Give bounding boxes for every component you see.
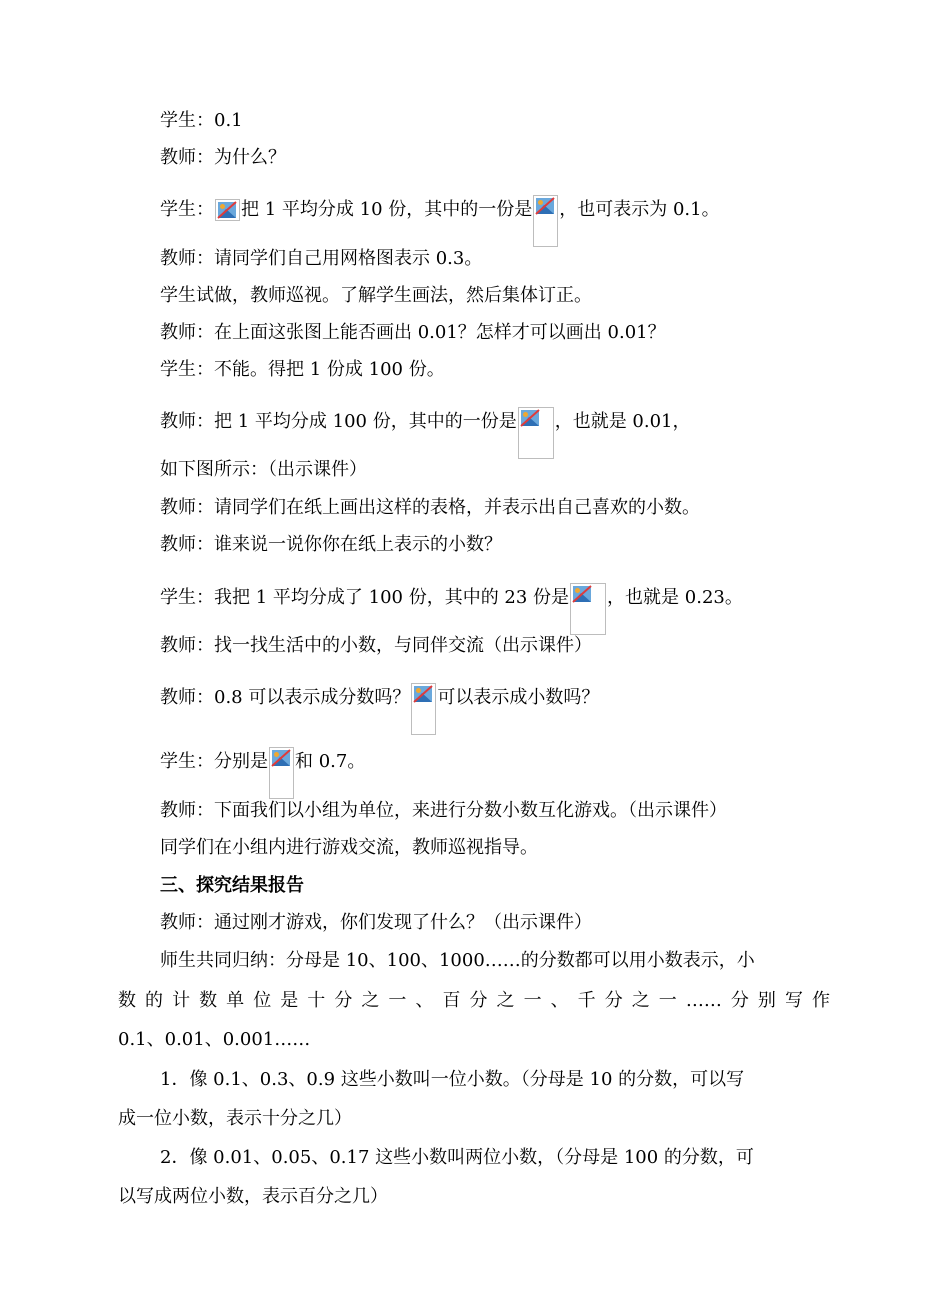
teacher-line-game: 教师：下面我们以小组为单位，来进行分数小数互化游戏。（出示课件） [160, 800, 727, 821]
rule-1-line-2: 成一位小数，表示十分之几） [118, 1108, 352, 1129]
teacher-line-life: 教师：找一找生活中的小数，与同伴交流（出示课件） [160, 635, 592, 656]
summary-paragraph-line-2: 数的计数单位是十分之一、百分之一、千分之一……分别写作 [118, 990, 830, 1011]
rule-1-line-1: 1．像 0.1、0.3、0.9 这些小数叫一位小数。（分母是 10 的分数，可以写 [160, 1069, 745, 1090]
teacher-line-draw: 教师：请同学们在纸上画出这样的表格，并表示出自己喜欢的小数。 [160, 497, 700, 518]
teacher-line-who: 教师：谁来说一说你你在纸上表示的小数？ [160, 534, 502, 555]
fraction-image-icon [269, 747, 294, 799]
fraction-image-icon [518, 407, 554, 459]
activity-line: 学生试做，教师巡视。了解学生画法，然后集体订正。 [160, 285, 592, 306]
student-line-answer: 学生：分别是 和 0.7。 [160, 747, 365, 799]
teacher-line-question: 教师：在上面这张图上能否画出 0.01？怎样才可以画出 0.01？ [160, 322, 666, 343]
activity-line-2: 同学们在小组内进行游戏交流，教师巡视指导。 [160, 837, 538, 858]
summary-paragraph-line-1: 师生共同归纳：分母是 10、100、1000……的分数都可以用小数表示，小 [160, 950, 755, 971]
student-line-1: 学生：0.1 [160, 110, 243, 131]
student-line-23: 学生：我把 1 平均分成了 100 份，其中的 23 份是 ，也就是 0.23。 [160, 583, 743, 635]
teacher-line-hundredth: 教师：把 1 平均分成 100 份，其中的一份是 ，也就是 0.01， [160, 407, 691, 459]
fraction-image-icon [533, 195, 558, 247]
rule-2-line-2: 以写成两位小数，表示百分之几） [118, 1186, 388, 1207]
teacher-line-grid: 教师：请同学们自己用网格图表示 0.3。 [160, 248, 483, 269]
fraction-image-icon [411, 683, 436, 735]
rule-2-line-1: 2．像 0.01、0.05、0.17 这些小数叫两位小数，（分母是 100 的分数，可 [160, 1147, 754, 1168]
broken-image-icon [215, 199, 240, 221]
student-line-explain: 学生： 把 1 平均分成 10 份，其中的一份是 ，也可表示为 0.1。 [160, 195, 720, 247]
summary-paragraph-line-2-wrap [118, 988, 830, 1014]
student-line-cannot: 学生：不能。得把 1 份成 100 份。 [160, 359, 445, 380]
section-heading: 三、探究结果报告 [160, 875, 304, 896]
summary-paragraph-line-3: 0.1、0.01、0.001…… [118, 1029, 311, 1050]
figure-note: 如下图所示：（出示课件） [160, 459, 367, 480]
fraction-image-icon [570, 583, 606, 635]
teacher-line-why: 教师：为什么？ [160, 147, 286, 168]
teacher-line-discover: 教师：通过刚才游戏，你们发现了什么？（出示课件） [160, 912, 592, 933]
teacher-line-08: 教师：0.8 可以表示成分数吗？ 可以表示成小数吗？ [160, 683, 599, 735]
